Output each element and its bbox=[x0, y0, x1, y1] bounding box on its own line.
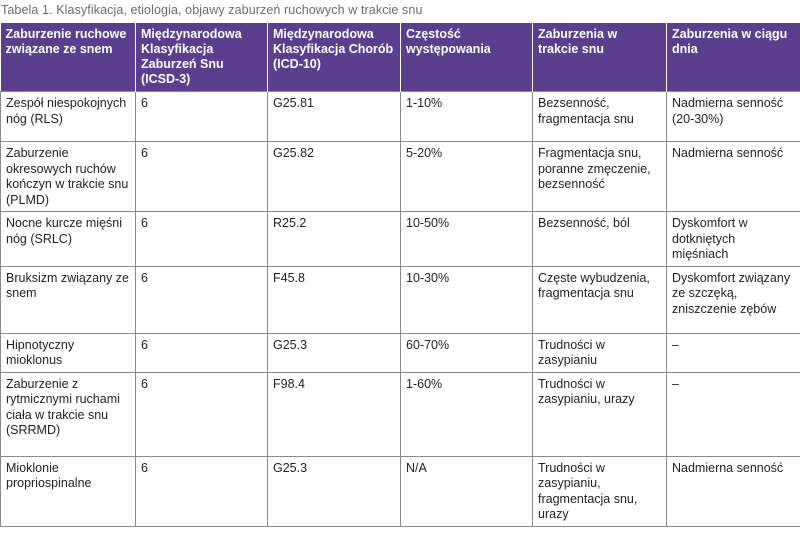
cell-day-symptoms: – bbox=[667, 333, 800, 372]
cell-disorder: Zaburzenie okresowych ruchów kończyn w trakcie snu (PLMD) bbox=[1, 142, 136, 212]
cell-night-symptoms: Trudności w zasypianiu bbox=[533, 333, 667, 372]
cell-night-symptoms: Bezsenność, ból bbox=[533, 212, 667, 267]
cell-icsd3: 6 bbox=[136, 266, 268, 333]
table-body bbox=[1, 92, 800, 527]
cell-prevalence: 1-60% bbox=[401, 372, 533, 456]
header-icd10: Międzynarodowa Klasyfikacja Chorób (ICD-10) bbox=[268, 23, 401, 92]
cell-disorder: Mioklonie propriospinalne bbox=[1, 456, 136, 526]
cell-disorder: Nocne kurcze mięśni nóg (SRLC) bbox=[1, 212, 136, 267]
cell-night-symptoms: Bezsenność, fragmentacja snu bbox=[533, 92, 667, 142]
sleep-movement-disorders-table bbox=[0, 23, 800, 527]
cell-prevalence: 10-50% bbox=[401, 212, 533, 267]
cell-prevalence: 10-30% bbox=[401, 266, 533, 333]
cell-day-symptoms: Nadmierna senność (20-30%) bbox=[667, 92, 800, 142]
cell-night-symptoms: Częste wybudzenia, fragmentacja snu bbox=[533, 266, 667, 333]
header-disorder: Zaburzenie ruchowe związane ze snem bbox=[1, 23, 136, 92]
cell-prevalence: 5-20% bbox=[401, 142, 533, 212]
cell-icd10: G25.3 bbox=[268, 333, 401, 372]
table-row bbox=[1, 333, 800, 372]
table-header bbox=[1, 23, 800, 92]
table-row bbox=[1, 212, 800, 267]
cell-icd10: R25.2 bbox=[268, 212, 401, 267]
cell-icsd3: 6 bbox=[136, 333, 268, 372]
cell-day-symptoms: Dyskomfort w dotkniętych mięśniach bbox=[667, 212, 800, 267]
cell-night-symptoms: Trudności w zasypianiu, fragmentacja snu, urazy bbox=[533, 456, 667, 526]
header-icsd3: Międzynarodowa Klasyfikacja Zaburzeń Snu (ICSD-3) bbox=[136, 23, 268, 92]
cell-disorder: Bruksizm związany ze snem bbox=[1, 266, 136, 333]
cell-icsd3: 6 bbox=[136, 456, 268, 526]
cell-prevalence: 60-70% bbox=[401, 333, 533, 372]
table-row bbox=[1, 456, 800, 526]
cell-icd10: F98.4 bbox=[268, 372, 401, 456]
cell-prevalence: N/A bbox=[401, 456, 533, 526]
cell-night-symptoms: Fragmentacja snu, poranne zmęczenie, bezsenność bbox=[533, 142, 667, 212]
cell-day-symptoms: Dyskomfort związany ze szczęką, zniszczenie zębów bbox=[667, 266, 800, 333]
header-night-symptoms: Zaburzenia w trakcie snu bbox=[533, 23, 667, 92]
cell-icsd3: 6 bbox=[136, 92, 268, 142]
cell-disorder: Hipnotyczny mioklonus bbox=[1, 333, 136, 372]
table-caption: Tabela 1. Klasyfikacja, etiologia, objawy zaburzeń ruchowych w trakcie snu bbox=[1, 3, 423, 17]
cell-icd10: G25.81 bbox=[268, 92, 401, 142]
table-row bbox=[1, 372, 800, 456]
cell-prevalence: 1-10% bbox=[401, 92, 533, 142]
cell-icd10: G25.82 bbox=[268, 142, 401, 212]
cell-day-symptoms: Nadmierna senność bbox=[667, 142, 800, 212]
header-row bbox=[1, 23, 800, 92]
cell-disorder: Zespół niespokojnych nóg (RLS) bbox=[1, 92, 136, 142]
cell-night-symptoms: Trudności w zasypianiu, urazy bbox=[533, 372, 667, 456]
cell-icsd3: 6 bbox=[136, 212, 268, 267]
cell-icd10: G25.3 bbox=[268, 456, 401, 526]
table-row bbox=[1, 142, 800, 212]
cell-icsd3: 6 bbox=[136, 142, 268, 212]
cell-disorder: Zaburzenie z rytmicznymi ruchami ciała w trakcie snu (SRRMD) bbox=[1, 372, 136, 456]
cell-icsd3: 6 bbox=[136, 372, 268, 456]
table-row bbox=[1, 92, 800, 142]
cell-icd10: F45.8 bbox=[268, 266, 401, 333]
header-prevalence: Częstość występowania bbox=[401, 23, 533, 92]
cell-day-symptoms: – bbox=[667, 372, 800, 456]
cell-day-symptoms: Nadmierna senność bbox=[667, 456, 800, 526]
table-row bbox=[1, 266, 800, 333]
header-day-symptoms: Zaburzenia w ciągu dnia bbox=[667, 23, 800, 92]
